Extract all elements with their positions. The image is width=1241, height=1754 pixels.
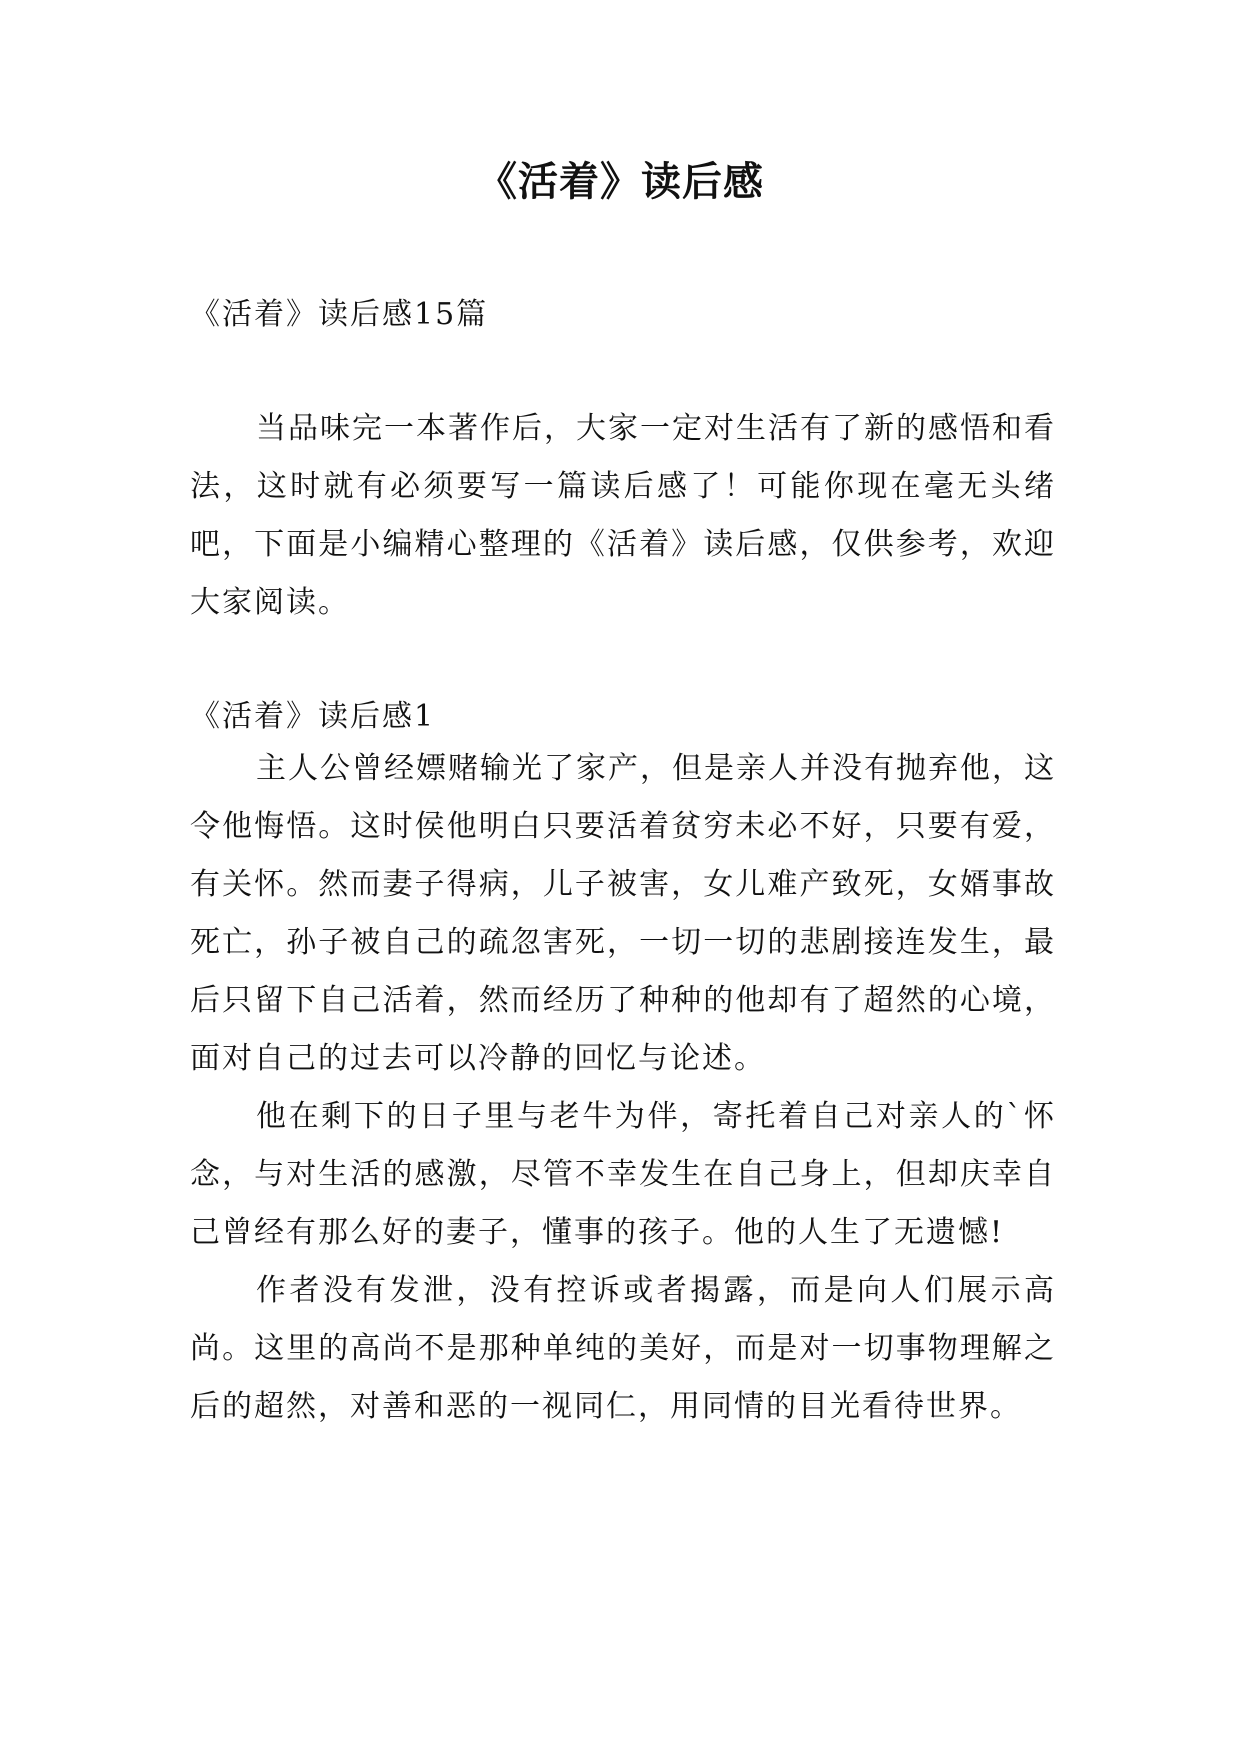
document-subtitle: 《活着》读后感15篇 bbox=[190, 297, 489, 332]
section-body bbox=[190, 740, 1056, 1436]
intro-paragraph: 当品味完一本著作后，大家一定对生活有了新的感悟和看法，这时就有必须要写一篇读后感了！可能你现在毫无头绪吧，下面是小编精心整理的《活着》读后感，仅供参考，欢迎大家阅读。 bbox=[190, 411, 1056, 620]
section-paragraph-1: 主人公曾经嫖赌输光了家产，但是亲人并没有抛弃他，这令他悔悟。这时侯他明白只要活着贫穷未必不好，只要有爱，有关怀。然而妻子得病，儿子被害，女儿难产致死，女婿事故死亡，孙子被自己的疏忽害死，一切一切的悲剧接连发生，最后只留下自己活着，然而经历了种种的他却有了超然的心境，面对自己的过去可以冷静的回忆与论述。 bbox=[190, 751, 1056, 1076]
section-paragraph-3: 作者没有发泄，没有控诉或者揭露，而是向人们展示高尚。这里的高尚不是那种单纯的美好，而是对一切事物理解之后的超然，对善和恶的一视同仁，用同情的目光看待世界。 bbox=[190, 1273, 1056, 1424]
section-heading: 《活着》读后感1 bbox=[190, 699, 436, 734]
document-title: 《活着》读后感 bbox=[477, 159, 764, 205]
section-paragraph-2: 他在剩下的日子里与老牛为伴，寄托着自己对亲人的`怀念，与对生活的感激，尽管不幸发生在自己身上，但却庆幸自己曾经有那么好的妻子，懂事的孩子。他的人生了无遗憾! bbox=[190, 1099, 1056, 1250]
